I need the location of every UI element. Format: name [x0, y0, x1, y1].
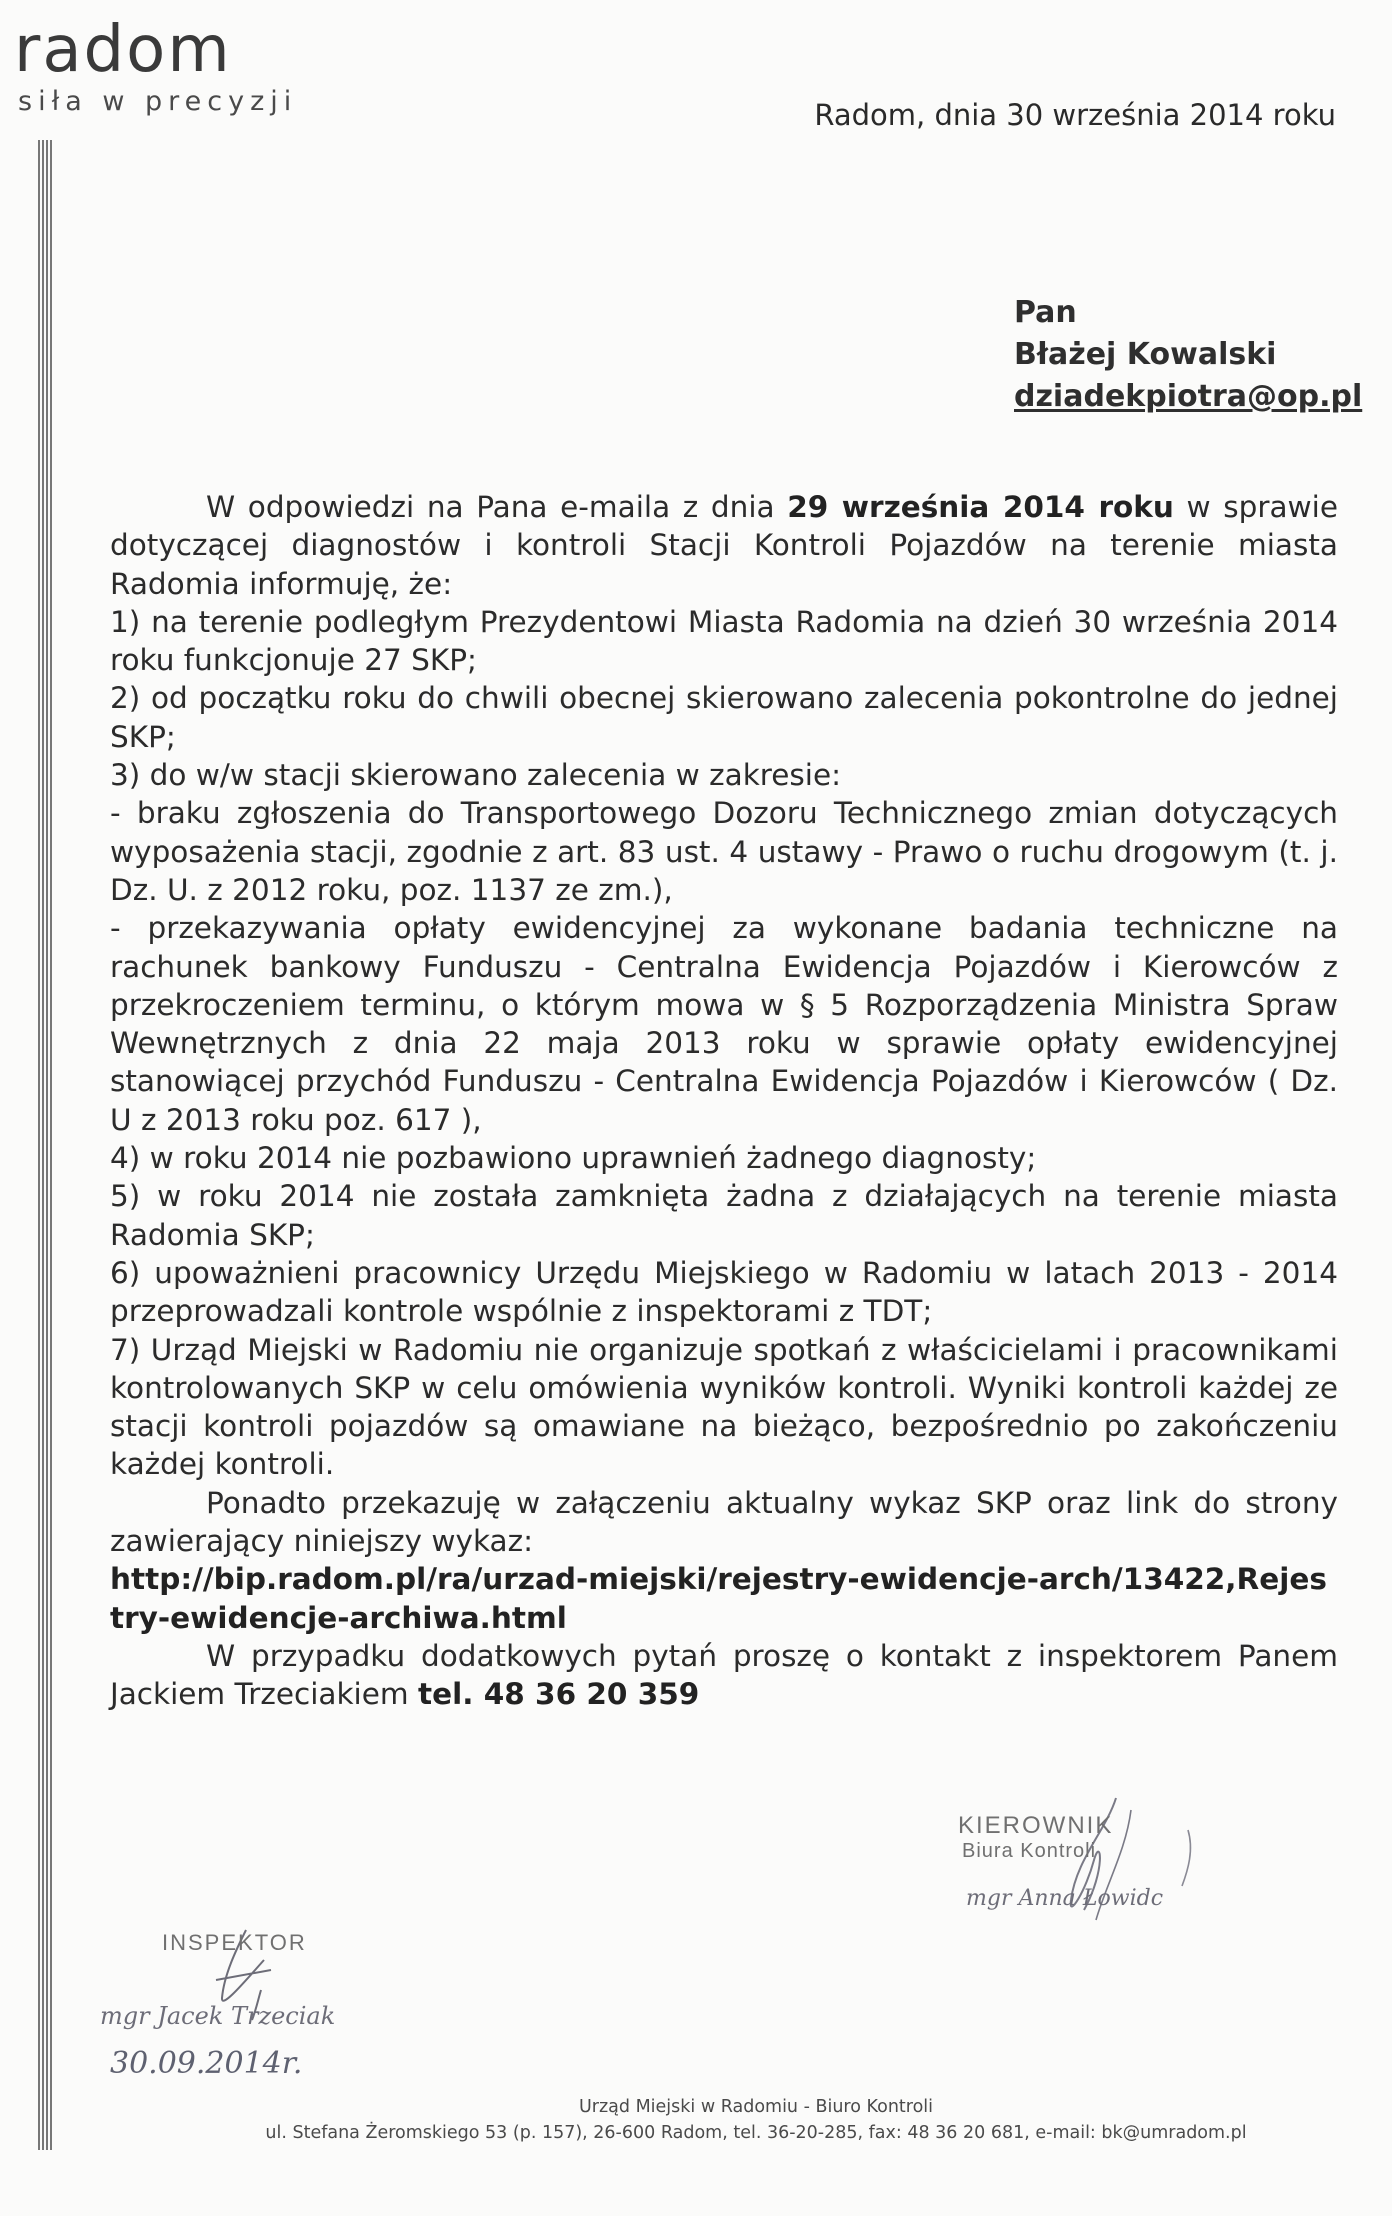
recipient-name: Błażej Kowalski — [1014, 337, 1277, 372]
inspektor-title: INSPEKTOR — [162, 1930, 307, 1955]
contact-paragraph — [110, 1637, 1338, 1714]
logo — [14, 13, 314, 117]
list-item-3b: - przekazywania opłaty ewidencyjnej za wykonane badania techniczne na rachunek bankowy Funduszu - Centralna Ewidencja Pojazdów i Kierowców z przekroczeniem terminu, o którym mowa w § 5 Rozporządzenia Ministra Spraw Wewnętrznych z dnia 22 maja 2013 roku w sprawie opłaty ewidencyjnej stanowiącej przychód Funduszu - Centralna Ewidencja Pojazdów i Kierowców ( Dz. U z 2013 roku poz. 617 ), — [110, 911, 1338, 1137]
letter-body — [110, 488, 1338, 1714]
list-item-3: 3) do w/w stacji skierowano zalecenia w zakresie: — [110, 758, 842, 793]
list-item-2: 2) od początku roku do chwili obecnej skierowano zalecenia pokontrolne do jednej SKP; — [110, 681, 1338, 754]
footer — [0, 2094, 1392, 2146]
kierownik-stamp — [956, 1790, 1216, 1940]
contact-phone: tel. 48 36 20 359 — [418, 1677, 700, 1712]
footer-line-1: Urząd Miejski w Radomiu - Biuro Kontroli — [578, 2097, 934, 2117]
recipient-salutation: Pan — [1014, 295, 1077, 330]
logo-tagline: siła w precyzji — [18, 86, 298, 117]
inspektor-stamp — [96, 1920, 396, 2090]
side-stripe-decoration — [38, 140, 52, 2150]
intro-date-bold: 29 września 2014 roku — [787, 490, 1174, 524]
inspektor-name: mgr Jacek Trzeciak — [100, 2002, 336, 2030]
list-item-6: 6) upoważnieni pracownicy Urzędu Miejskiego w Radomiu w latach 2013 - 2014 przeprowadzali kontrole wspólnie z inspektorami z TDT; — [110, 1255, 1338, 1329]
list-item-7: 7) Urząd Miejski w Radomiu nie organizuje spotkań z właścicielami i pracownikami kontrolowanych SKP w celu omówienia wyników kontroli. Wyniki kontroli każdej ze stacji kontroli pojazdów są omawiane na bieżąco, bezpośrednio po zakończeniu każdej kontroli. — [110, 1332, 1338, 1482]
kierownik-title: KIEROWNIK — [958, 1812, 1114, 1839]
inspektor-handwritten-date: 30.09.2014r. — [110, 2046, 303, 2081]
link-text: http://bip.radom.pl/ra/urzad-miejski/rejestry-ewidencje-arch/13422,Rejestry-ewidencje-archiwa.html — [110, 1562, 1327, 1635]
recipient-email: dziadekpiotra@op.pl — [1014, 379, 1363, 414]
intro-text-a: W odpowiedzi na Pana e-maila z dnia — [206, 490, 788, 524]
list-item-3a: - braku zgłoszenia do Transportowego Dozoru Technicznego zmian dotyczących wyposażenia stacji, zgodnie z art. 83 ust. 4 ustawy - Prawo o ruchu drogowym (t. j. Dz. U. z 2012 roku, poz. 1137 ze zm.), — [110, 796, 1338, 907]
intro-paragraph — [110, 488, 1338, 603]
list-item-1: 1) na terenie podległym Prezydentowi Miasta Radomia na dzień 30 września 2014 roku funkcjonuje 27 SKP; — [110, 604, 1338, 678]
recipient-block — [1014, 292, 1362, 418]
footer-line-2: ul. Stefana Żeromskiego 53 (p. 157), 26-600 Radom, tel. 36-20-285, fax: 48 36 20 681, e-mail: bk@umradom.pl — [265, 2123, 1247, 2143]
kierownik-name: mgr Anna Łowidc — [966, 1886, 1164, 1911]
kierownik-unit: Biura Kontroli — [962, 1840, 1097, 1862]
list-item-5: 5) w roku 2014 nie została zamknięta żadna z działających na terenie miasta Radomia SKP; — [110, 1179, 1338, 1252]
list-item-4: 4) w roku 2014 nie pozbawiono uprawnień żadnego diagnosty; — [110, 1141, 1037, 1176]
attachment-paragraph: Ponadto przekazuję w załączeniu aktualny wykaz SKP oraz link do strony zawierający niniejszy wykaz: — [110, 1485, 1338, 1559]
logo-wordmark: radom — [14, 13, 232, 87]
contact-text: W przypadku dodatkowych pytań proszę o kontakt z inspektorem Panem Jackiem Trzeciakiem — [110, 1638, 1338, 1712]
date-line: Radom, dnia 30 września 2014 roku — [814, 98, 1336, 132]
intro-text-c: w sprawie dotyczącej diagnostów i kontroli Stacji Kontroli Pojazdów na terenie miasta Radomia informuję, że: — [110, 490, 1338, 601]
